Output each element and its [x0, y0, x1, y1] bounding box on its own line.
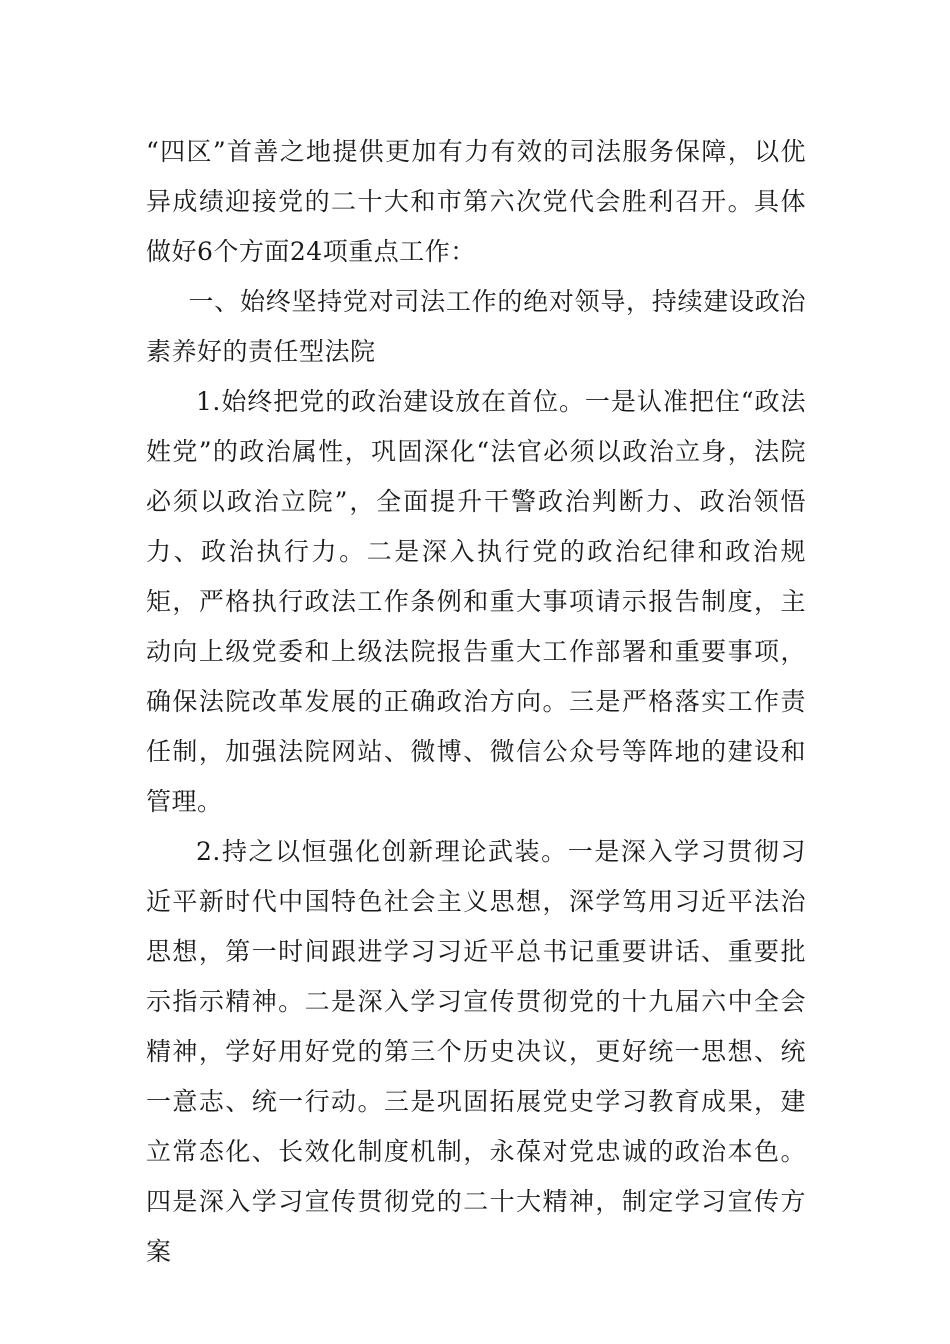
- document-page: [146, 127, 806, 1277]
- section-heading: 一、始终坚持党对司法工作的绝对领导，持续建设政治素养好的责任型法院: [146, 287, 806, 366]
- intro-paragraph: “四区”首善之地提供更加有力有效的司法服务保障，以优异成绩迎接党的二十大和市第六次党代会胜利召开。具体做好6个方面24项重点工作：: [146, 137, 806, 266]
- body-paragraph-item-2: 2.持之以恒强化创新理论武装。一是深入学习贯彻习近平新时代中国特色社会主义思想，深学笃用习近平法治思想，第一时间跟进学习习近平总书记重要讲话、重要批示指示精神。二是深入学习宣传贯彻党的十九届六中全会精神，学好用好党的第三个历史决议，更好统一思想、统一意志、统一行动。三是巩固拓展党史学习教育成果，建立常态化、长效化制度机制，永葆对党忠诚的政治本色。四是深入学习宣传贯彻党的二十大精神，制定学习宣传方案: [146, 837, 806, 1266]
- body-paragraph-item-1: 1.始终把党的政治建设放在首位。一是认准把住“政法姓党”的政治属性，巩固深化“法官必须以政治立身，法院必须以政治立院”，全面提升干警政治判断力、政治领悟力、政治执行力。二是深入执行党的政治纪律和政治规矩，严格执行政法工作条例和重大事项请示报告制度，主动向上级党委和上级法院报告重大工作部署和重要事项，确保法院改革发展的正确政治方向。三是严格落实工作责任制，加强法院网站、微博、微信公众号等阵地的建设和管理。: [146, 387, 806, 816]
